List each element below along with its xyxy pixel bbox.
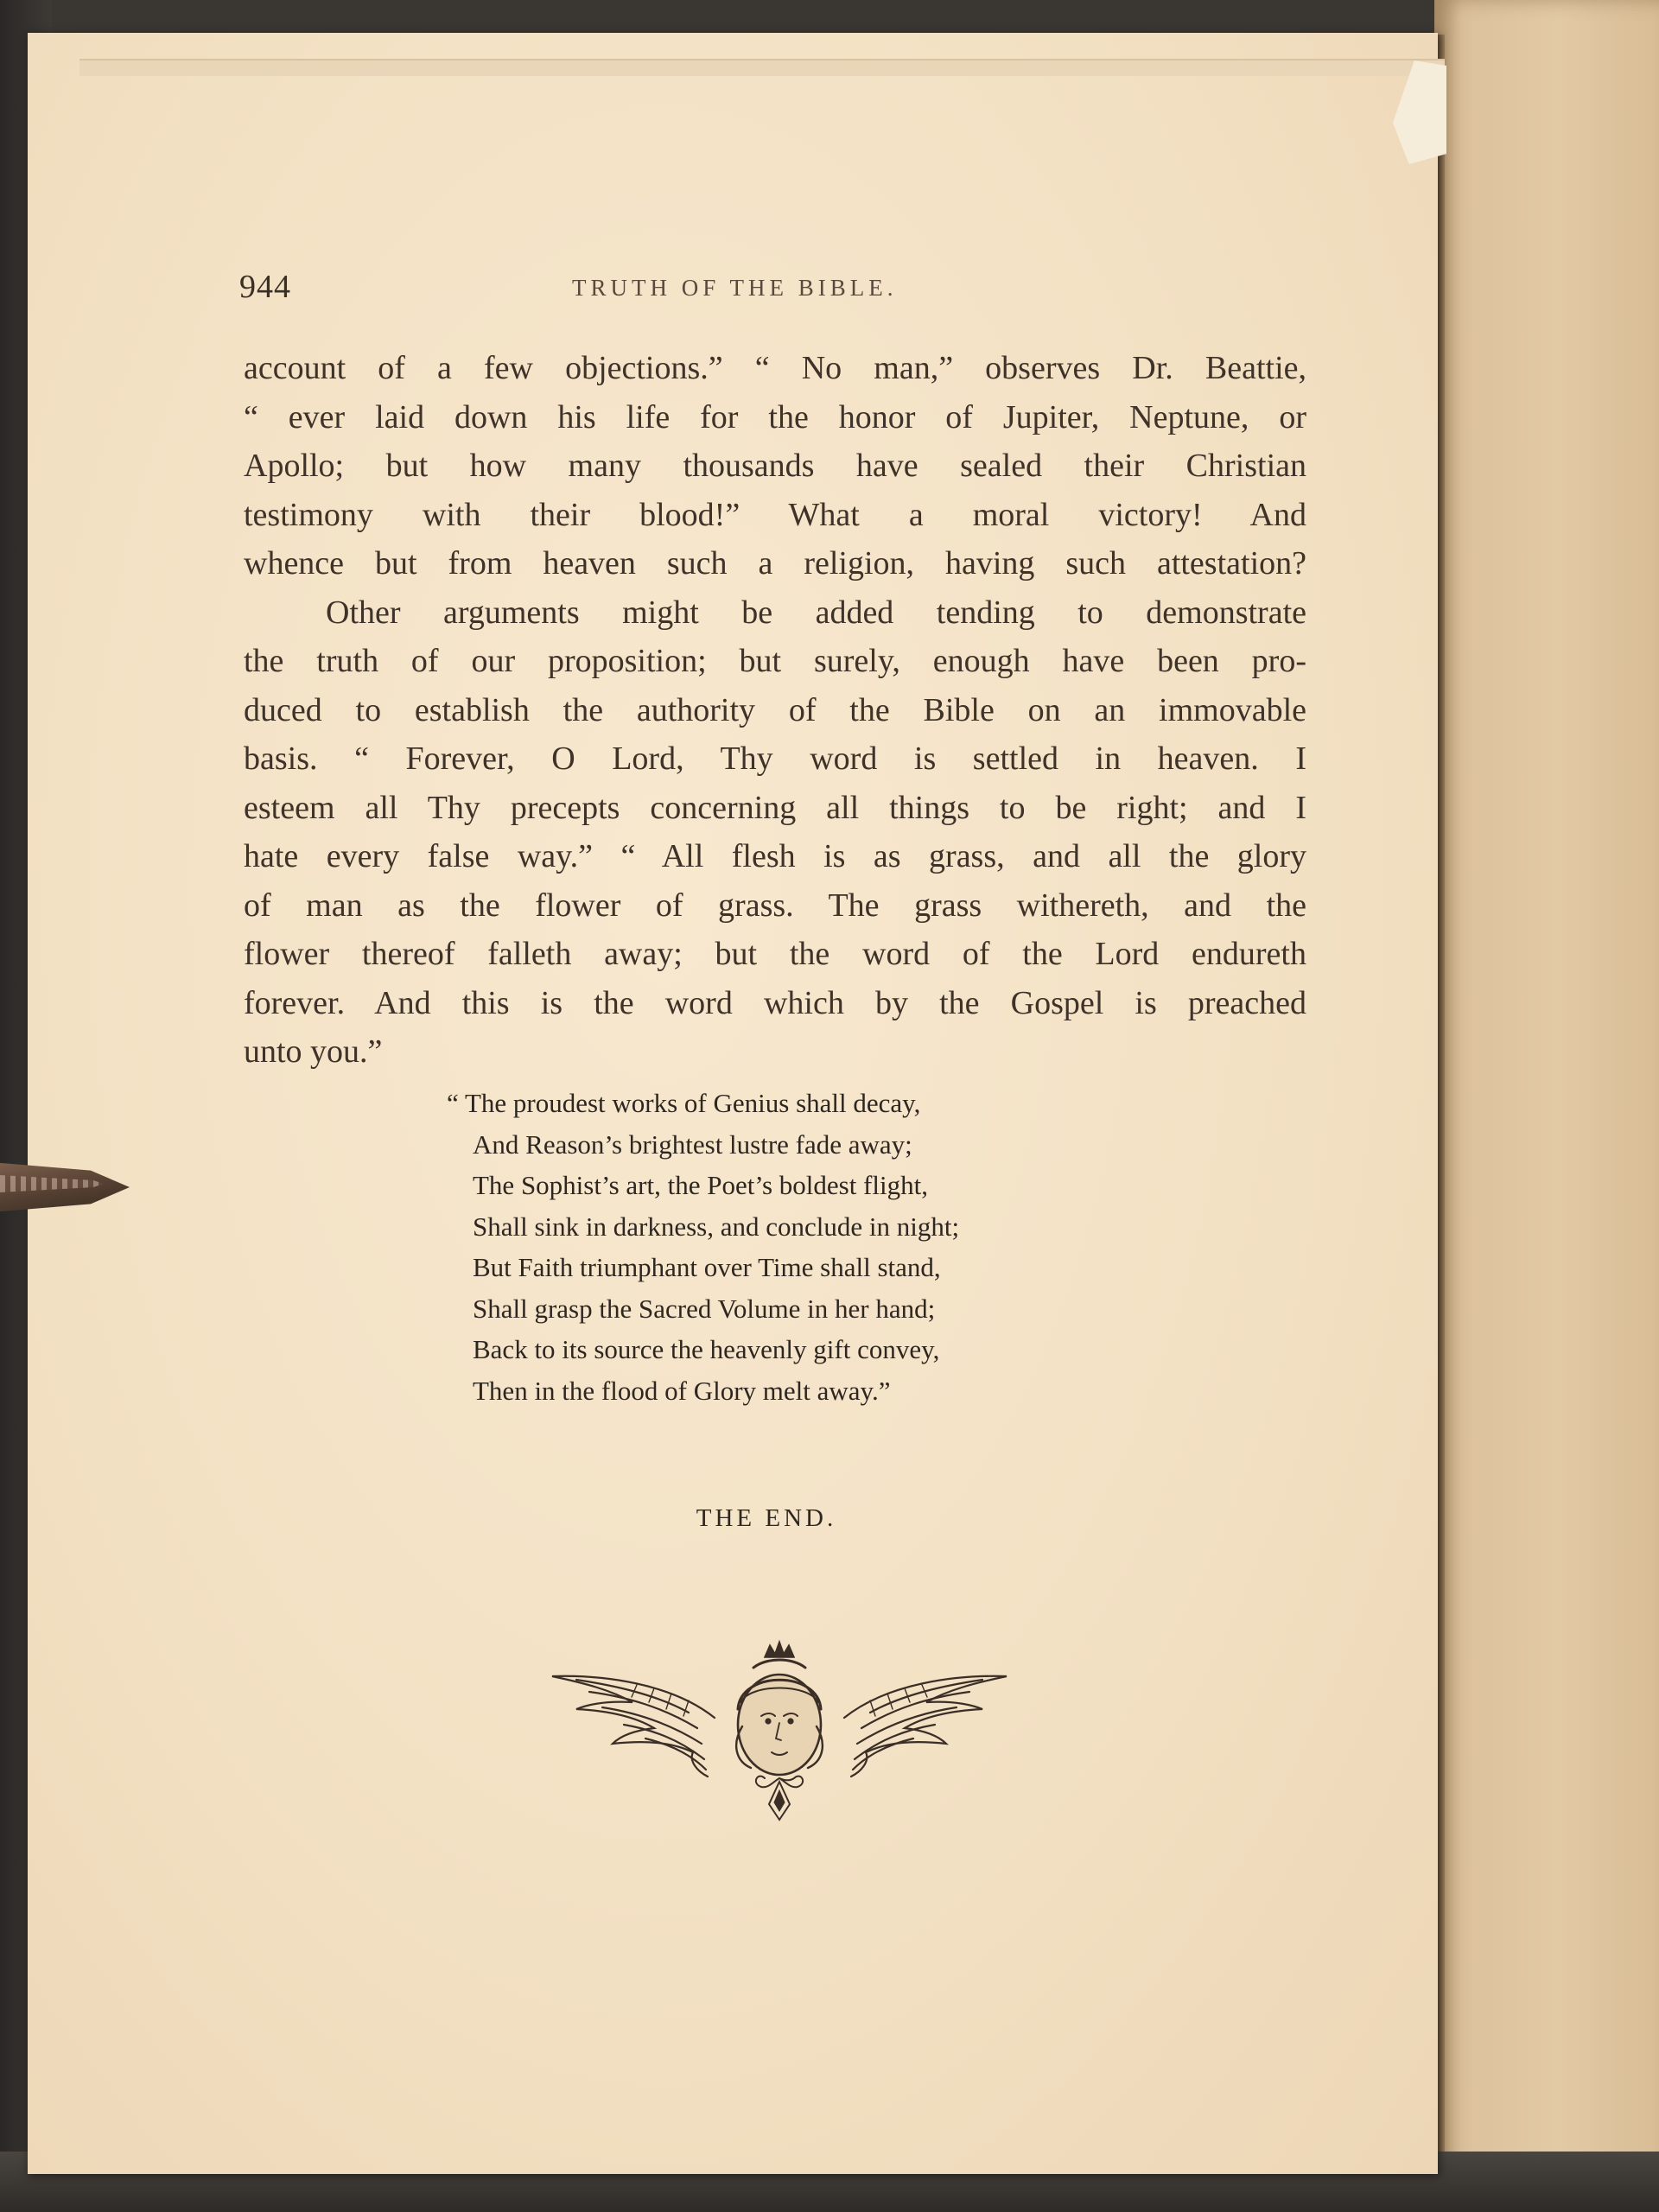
body-line: of man as the flower of grass. The grass withereth, and the [244, 887, 1306, 924]
page-top-edge [79, 59, 1445, 76]
running-head [239, 268, 1302, 311]
poem-line: The Sophist’s art, the Poet’s boldest flight, [473, 1170, 928, 1200]
body-line: Apollo; but how many thousands have sealed their Christian [244, 448, 1306, 484]
running-head-title: TRUTH OF THE BIBLE. [572, 275, 898, 301]
body-line: whence but from heaven such a religion, having such attestation? [244, 545, 1306, 582]
the-end-heading: THE END. [696, 1504, 837, 1532]
body-line: account of a few objections.” “ No man,” observes Dr. Beattie, [244, 350, 1306, 386]
body-line: basis. “ Forever, O Lord, Thy word is settled in heaven. I [244, 741, 1306, 777]
body-text [244, 344, 1306, 1077]
body-line-paragraph-start: Other arguments might be added tending to demonstrate [326, 594, 1306, 631]
poem-line: Then in the flood of Glory melt away.” [473, 1375, 891, 1406]
poem-quotation [447, 1083, 1138, 1411]
poem-line: “ The proudest works of Genius shall decay, [447, 1088, 921, 1118]
body-line: flower thereof falleth away; but the word of the Lord endureth [244, 936, 1306, 972]
body-line: the truth of our proposition; but surely, enough have been pro- [244, 643, 1306, 679]
body-line: duced to establish the authority of the Bible on an immovable [244, 691, 1306, 728]
body-line: testimony with their blood!” What a moral victory! And [244, 496, 1306, 533]
facing-page [1434, 0, 1659, 2212]
poem-line: And Reason’s brightest lustre fade away; [473, 1128, 912, 1160]
poem-line: But Faith triumphant over Time shall stand, [473, 1252, 941, 1282]
body-line: “ ever laid down his life for the honor of Jupiter, Neptune, or [244, 398, 1306, 435]
book-page [28, 33, 1438, 2174]
page-number: 944 [239, 269, 291, 305]
winged-cherub-head-icon [550, 1623, 1008, 1830]
poem-line: Shall grasp the Sacred Volume in her hand; [473, 1293, 936, 1324]
poem-line: Back to its source the heavenly gift convey, [473, 1334, 940, 1364]
poem-line: Shall sink in darkness, and conclude in night; [473, 1211, 960, 1242]
body-line: forever. And this is the word which by the Gospel is preached [244, 984, 1306, 1021]
body-line: esteem all Thy precepts concerning all things to be right; and I [244, 789, 1306, 826]
body-line: hate every false way.” “ All flesh is as grass, and all the glory [244, 838, 1306, 874]
body-line-last: unto you.” [244, 1033, 383, 1070]
